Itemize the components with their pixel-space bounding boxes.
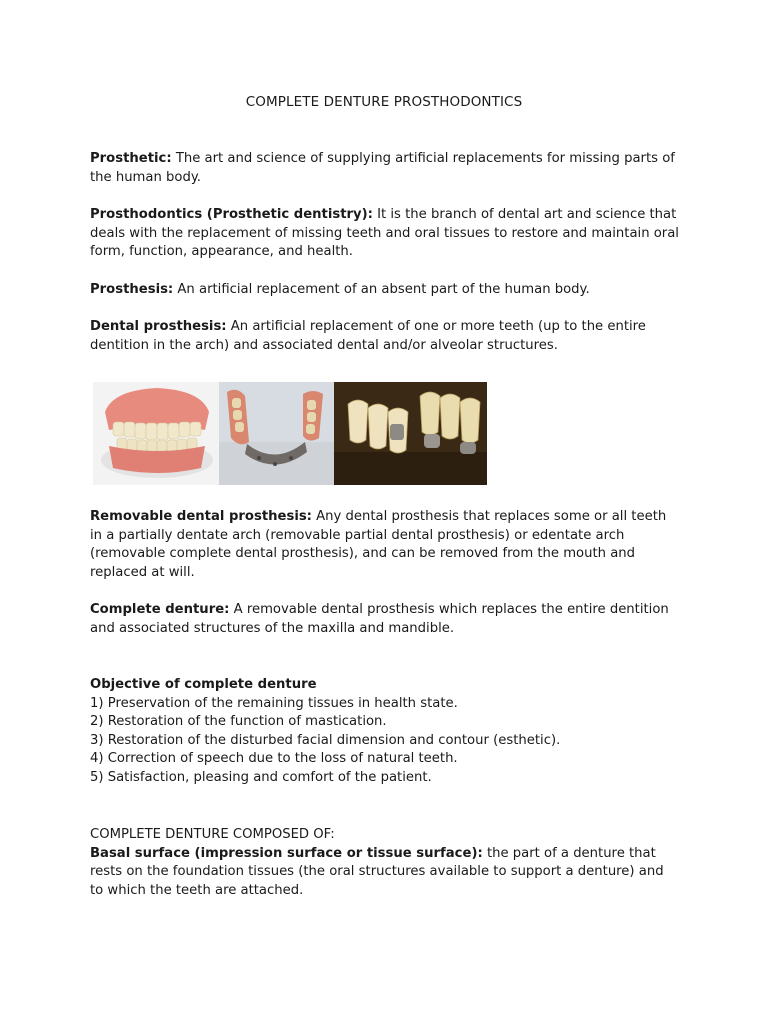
definition-removable-dental-prosthesis (90, 508, 680, 582)
definition-term: Removable dental prosthesis: (90, 509, 312, 524)
list-item: 4) Correction of speech due to the loss of natural teeth. (90, 751, 458, 767)
definition-complete-denture (90, 601, 680, 638)
definition-text: A removable dental prosthesis which replaces the entire dentition and associated structures of the maxilla and mandible. (90, 602, 669, 636)
definition-prosthetic (90, 150, 680, 187)
definition-term: Prosthodontics (Prosthetic dentistry): (90, 207, 373, 222)
prosthesis-images (93, 382, 487, 485)
definition-term: Complete denture: (90, 602, 230, 617)
definition-dental-prosthesis (90, 318, 680, 355)
objectives-list (90, 695, 680, 788)
fixed-bridge-image (334, 382, 487, 485)
definition-text: It is the branch of dental art and science that deals with the replacement of missing teeth and oral tissues to restore and maintain oral form, function, appearance, and health. (90, 207, 679, 260)
list-item: 1) Preservation of the remaining tissues in health state. (90, 695, 458, 711)
composition-heading: COMPLETE DENTURE COMPOSED OF: (90, 827, 335, 842)
document-title: COMPLETE DENTURE PROSTHODONTICS (245, 94, 523, 110)
objectives-section (90, 676, 680, 788)
basal-surface-definition (90, 845, 680, 901)
definition-prosthesis (90, 281, 680, 300)
definition-text: Any dental prosthesis that replaces some or all teeth in a partially dentate arch (removable partial dental prosthesis) or edentate arch (removable complete dental prosthesis), and can be removed from the mouth and replaced at will. (90, 509, 667, 580)
definition-term: Dental prosthesis: (90, 319, 227, 334)
definition-text: An artificial replacement of an absent part of the human body. (173, 282, 590, 297)
list-item: 5) Satisfaction, pleasing and comfort of the patient. (90, 769, 432, 785)
composition-section (90, 826, 680, 900)
list-item: 2) Restoration of the function of mastication. (90, 714, 387, 730)
definition-term: Basal surface (impression surface or tissue surface): (90, 845, 483, 861)
definition-term: Prosthetic: (90, 151, 172, 166)
list-item: 3) Restoration of the disturbed facial dimension and contour (esthetic). (90, 732, 561, 748)
definition-term: Prosthesis: (90, 282, 174, 297)
definition-text: An artificial replacement of one or more teeth (up to the entire dentition in the arch) and associated dental and/or alveolar structures. (90, 319, 646, 353)
partial-denture-image (219, 382, 334, 485)
definition-text: the part of a denture that rests on the foundation tissues (the oral structures available to support a denture) and to which the teeth are attached. (90, 845, 664, 898)
complete-denture-image (93, 382, 219, 485)
definition-text: The art and science of supplying artificial replacements for missing parts of the human body. (90, 151, 675, 185)
definition-prosthodontics (90, 206, 680, 262)
objectives-heading: Objective of complete denture (90, 677, 317, 692)
